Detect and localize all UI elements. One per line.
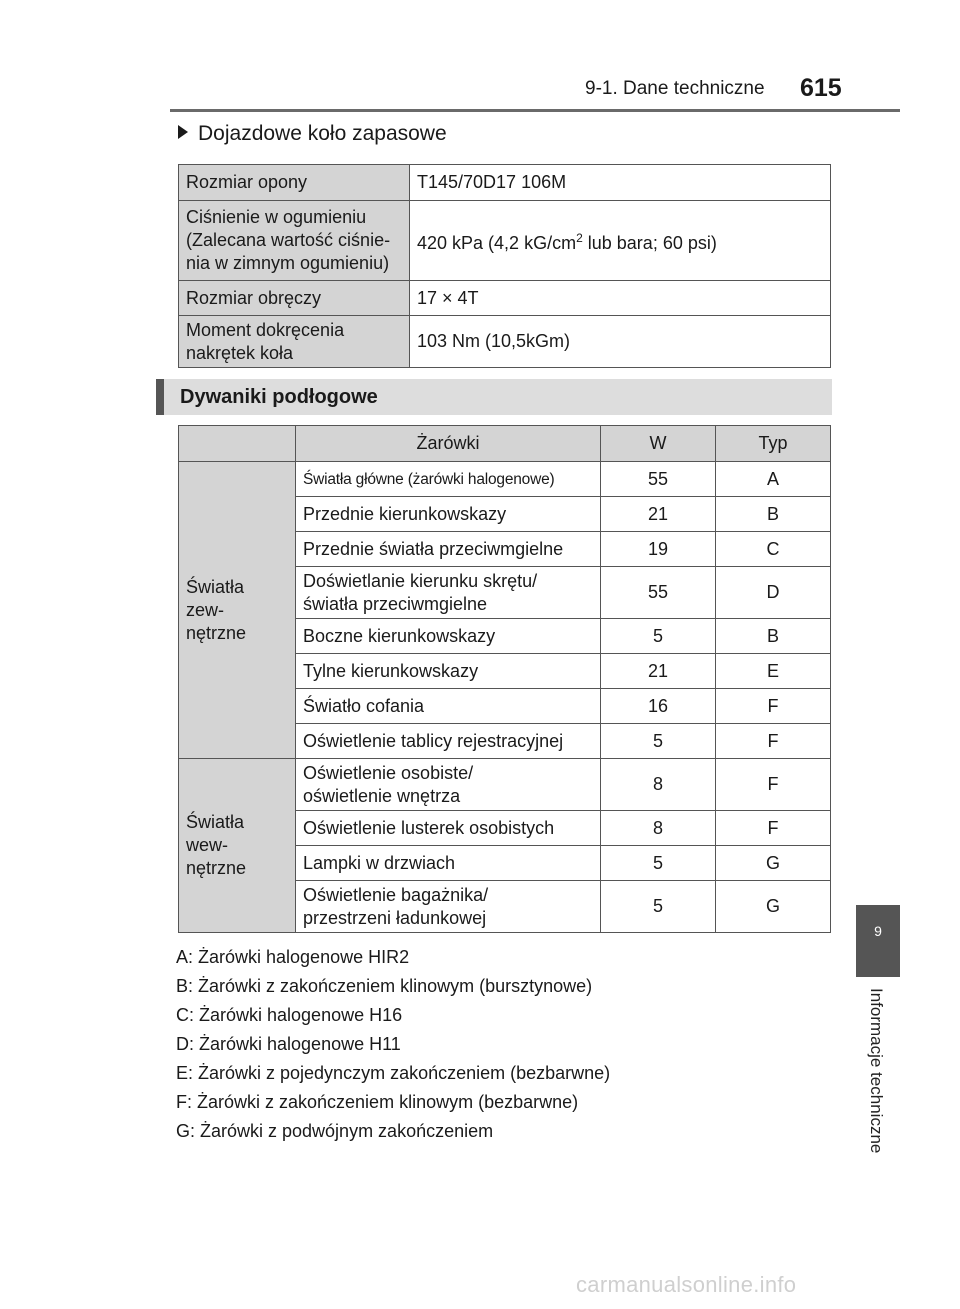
section-bar (156, 379, 832, 415)
spare-wheel-heading-text: Dojazdowe koło zapasowe (198, 122, 447, 145)
note-line: A: Żarówki halogenowe HIR2 (176, 947, 410, 967)
bulb-name (296, 759, 601, 811)
note-line: F: Żarówki z zakończeniem klinowym (bezbarwne) (176, 1092, 579, 1112)
bulb-type: D (716, 567, 831, 619)
bulb-type: G (716, 846, 831, 881)
table-row (179, 201, 831, 281)
rim-size-value: 17 × 4T (410, 281, 831, 316)
page-number: 615 (800, 74, 842, 102)
group-label-line: Światła (186, 576, 245, 597)
pressure-label-line: nia w zimnym ogumieniu) (186, 253, 390, 273)
note-line: G: Żarówki z podwójnym zakończeniem (176, 1121, 494, 1141)
bulb-watt: 8 (601, 759, 716, 811)
header-rule (170, 109, 900, 112)
bulb-name: Oświetlenie lusterek osobistych (296, 811, 601, 846)
group-label-line: nętrzne (186, 622, 247, 643)
bulb-type: F (716, 759, 831, 811)
bulb-type: C (716, 532, 831, 567)
group-label-line: zew- (186, 599, 225, 620)
bulb-type: A (716, 462, 831, 497)
bulb-name: Tylne kierunkowskazy (296, 654, 601, 689)
note-line: C: Żarówki halogenowe H16 (176, 1005, 403, 1025)
note-line: B: Żarówki z zakończeniem klinowym (bursztynowe) (176, 976, 593, 996)
spare-wheel-table (178, 164, 831, 368)
torque-label (179, 316, 410, 368)
note-line: E: Żarówki z pojedynczym zakończeniem (bezbarwne) (176, 1063, 611, 1083)
bulb-name-line: Oświetlenie bagażnika/ (303, 884, 489, 905)
spare-wheel-heading (178, 122, 447, 146)
chapter-label: Informacje techniczne (867, 988, 886, 1154)
bulb-name-line: światła przeciwmgielne (303, 593, 488, 614)
bulb-watt: 5 (601, 724, 716, 759)
bulb-type: F (716, 811, 831, 846)
pressure-label (179, 201, 410, 281)
bulb-type-notes (176, 943, 610, 1146)
chapter-number: 9 (874, 923, 882, 939)
bulb-watt: 21 (601, 497, 716, 532)
bulb-type: F (716, 689, 831, 724)
bulb-watt: 16 (601, 689, 716, 724)
bulb-name: Oświetlenie tablicy rejestracyjnej (296, 724, 601, 759)
rim-size-label: Rozmiar obręczy (179, 281, 410, 316)
section-title: 9-1. Dane techniczne (585, 78, 765, 99)
bulb-name: Przednie światła przeciwmgielne (296, 532, 601, 567)
bulb-type: G (716, 881, 831, 933)
bulb-name-line: Doświetlanie kierunku skrętu/ (303, 570, 538, 591)
bulb-name: Boczne kierunkowskazy (296, 619, 601, 654)
group-label-line: wew- (186, 835, 229, 855)
bulb-name-line: oświetlenie wnętrza (303, 785, 461, 806)
bulb-name (296, 881, 601, 933)
group-label-line: Światła (186, 812, 245, 832)
bulb-type: B (716, 497, 831, 532)
header-watt: W (601, 426, 716, 462)
header-empty (179, 426, 296, 462)
table-row (179, 462, 831, 497)
tire-size-label: Rozmiar opony (179, 165, 410, 201)
table-row (179, 759, 831, 811)
pressure-value-superscript: 2 (576, 230, 583, 245)
tire-size-value: T145/70D17 106M (410, 165, 831, 201)
bulb-type: E (716, 654, 831, 689)
bulb-name: Światło cofania (296, 689, 601, 724)
pressure-value (410, 201, 831, 281)
bulb-name (296, 567, 601, 619)
torque-value: 103 Nm (10,5kGm) (410, 316, 831, 368)
bulb-watt: 5 (601, 619, 716, 654)
bulb-watt: 55 (601, 462, 716, 497)
header-type: Typ (716, 426, 831, 462)
table-row (179, 281, 831, 316)
bulb-watt: 5 (601, 846, 716, 881)
table-header-row (179, 426, 831, 462)
table-row (179, 316, 831, 368)
bulb-type: B (716, 619, 831, 654)
pressure-label-line: Ciśnienie w ogumieniu (186, 207, 367, 227)
bulb-table (178, 425, 831, 933)
torque-label-line: Moment dokręcenia (186, 319, 345, 340)
bulb-name: Lampki w drzwiach (296, 846, 601, 881)
bulb-name-line: przestrzeni ładunkowej (303, 907, 487, 928)
torque-label-line: nakrętek koła (186, 342, 294, 363)
bullet-triangle-icon (178, 125, 188, 139)
bulb-name: Światła główne (żarówki halogenowe) (296, 462, 601, 497)
pressure-value-rest: lub bara; 60 psi) (582, 232, 717, 253)
chapter-tab (856, 905, 900, 977)
group-label-line: nętrzne (186, 858, 247, 878)
bulb-watt: 55 (601, 567, 716, 619)
bulb-watt: 19 (601, 532, 716, 567)
table-row (179, 165, 831, 201)
section-bar-title: Dywaniki podłogowe (180, 386, 378, 408)
group-interior-label (179, 759, 296, 933)
header-bulbs: Żarówki (296, 426, 601, 462)
note-line: D: Żarówki halogenowe H11 (176, 1034, 401, 1054)
bulb-watt: 8 (601, 811, 716, 846)
bulb-name-line: Oświetlenie osobiste/ (303, 762, 474, 783)
pressure-value-main: 420 kPa (4,2 kG/cm (417, 232, 577, 253)
bulb-watt: 21 (601, 654, 716, 689)
bulb-type: F (716, 724, 831, 759)
bulb-watt: 5 (601, 881, 716, 933)
group-exterior-label (179, 462, 296, 759)
watermark: carmanualsonline.info (576, 1272, 797, 1297)
bulb-name: Przednie kierunkowskazy (296, 497, 601, 532)
pressure-label-line: (Zalecana wartość ciśnie- (186, 230, 391, 250)
